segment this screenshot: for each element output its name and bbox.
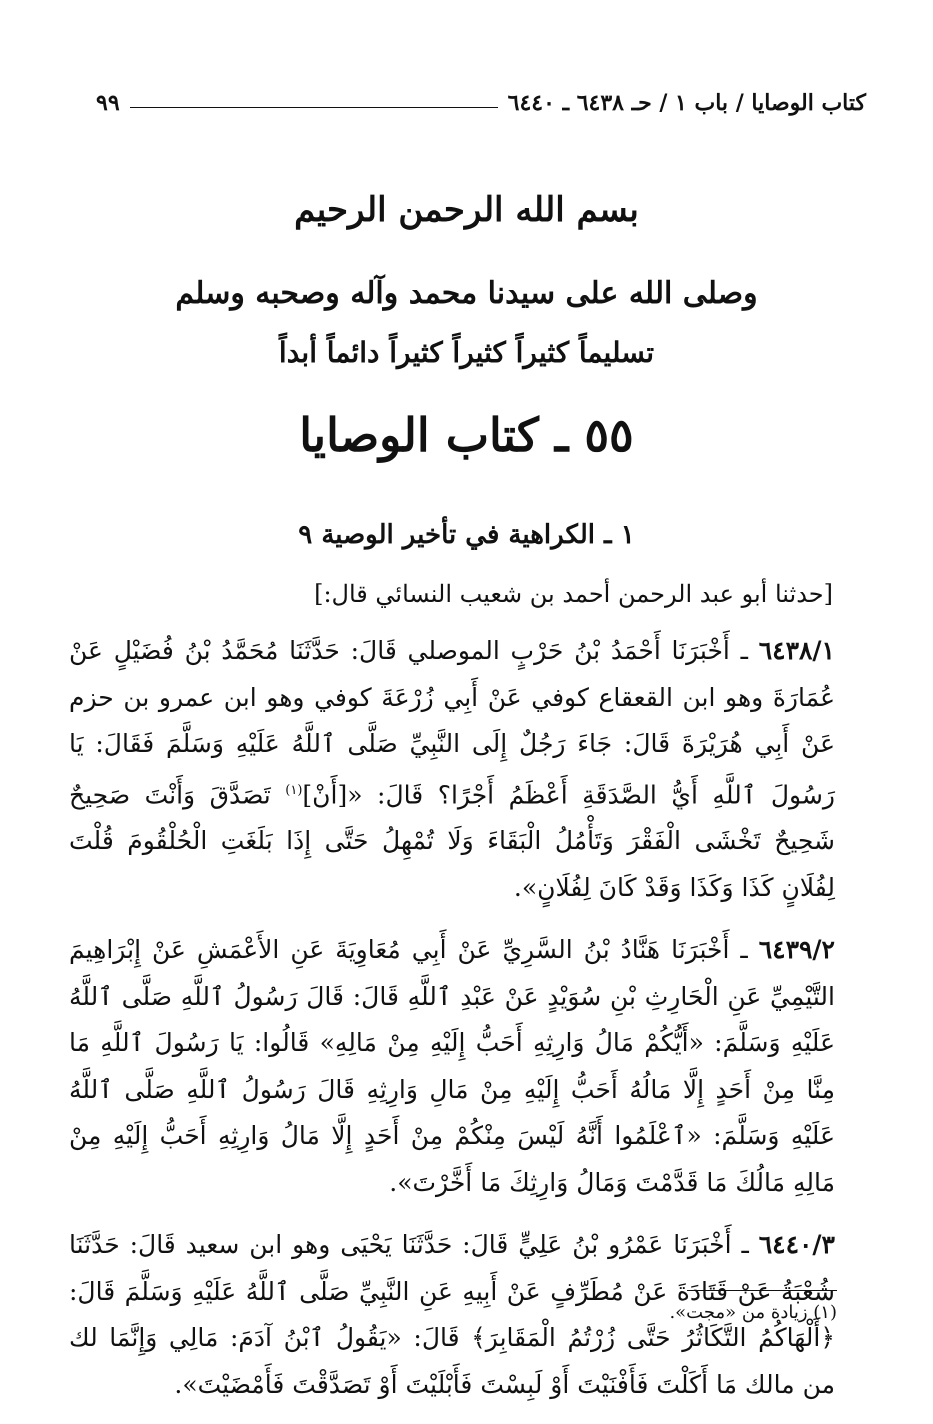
- hadith-number: ٦٤٣٨/١: [758, 636, 835, 665]
- basmala: بسم الله الرحمن الرحيم: [294, 190, 639, 230]
- chapter-title: ١ ـ الكراهية في تأخير الوصية ٩: [298, 520, 635, 550]
- page-number: ٩٩: [96, 90, 120, 116]
- hadith-text-continued: تَصَدَّقَ وَأَنْتَ صَحِيحٌ شَحِيحٌ تَخْشَى الْفَقْرَ وَتَأْمُلُ الْبَقَاءَ وَلَا تُمْهِلُ حَتَّى إِذَا بَلَغَتِ الْحُلْقُومَ قُلْتَ لِفُلَانٍ كَذَا وَكَذَا وَقَدْ كَانَ لِفُلَانٍ».: [69, 779, 835, 902]
- salutation-line-2: تسليماً كثيراً كثيراً كثيراً دائماً أبداً: [278, 336, 655, 369]
- salutation-line-1: وصلى الله على سيدنا محمد وآله وصحبه وسلم: [175, 276, 758, 311]
- running-title: كتاب الوصايا / باب ١ / حـ ٦٤٣٨ ـ ٦٤٤٠: [507, 90, 866, 116]
- book-title: ٥٥ ـ كتاب الوصايا: [299, 408, 634, 462]
- hadith-text: ـ أَخْبَرَنَا أَحْمَدُ بْنُ حَرْبٍ الموصلي قَالَ: حَدَّثَنَا مُحَمَّدُ بْنُ فُضَيْلٍ عَنْ عُمَارَةَ وهو ابن القعقاع كوفي عَنْ أَبِي زُرْعَةَ كوفي وهو ابن عمرو بن حزم عَنْ أَبِي هُرَيْرَةَ قَالَ: جَاءَ رَجُلٌ إِلَى النَّبِيِّ صَلَّى ٱللَّهُ عَلَيْهِ وَسَلَّمَ فَقَالَ: يَا رَسُولَ ٱللَّهِ أَيُّ الصَّدَقَةِ أَعْظَمُ أَجْرًا؟ قَالَ: «[أَنْ]: [69, 636, 835, 809]
- footnote-ref: (١): [285, 782, 303, 798]
- hadith-6438: [69, 628, 835, 911]
- running-header: [96, 86, 866, 120]
- hadith-number: ٦٤٣٩/٢: [758, 935, 835, 965]
- footnote-rule: [687, 1290, 837, 1291]
- hadith-number: ٦٤٤٠/٣: [758, 1230, 835, 1260]
- hadith-text: ـ أَخْبَرَنَا عَمْرُو بْنُ عَلِيٍّ قَالَ: حَدَّثَنَا يَحْيَى وهو ابن سعيد قَالَ: حَدَّثَنَا شُعْبَةُ عَنْ قَتَادَةَ عَنْ مُطَرِّفٍ عَنْ أَبِيهِ عَنِ النَّبِيِّ صَلَّى ٱللَّهُ عَلَيْهِ وَسَلَّمَ قَالَ: ﴿أَلْهَاكُمُ التَّكَاثُرُ حَتَّى زُرْتُمُ الْمَقَابِرَ﴾ قَالَ: «يَقُولُ ٱبْنُ آدَمَ: مَالِي وَإِنَّمَا لك من مالك مَا أَكَلْتَ فَأَفْنَيْتَ أَوْ لَبِسْتَ فَأَبْلَيْتَ أَوْ تَصَدَّقْتَ فَأَمْضَيْتَ».: [69, 1230, 835, 1399]
- isnad-intro: [حدثنا أبو عبد الرحمن أحمد بن شعيب النسائي قال:]: [314, 580, 833, 608]
- hadith-6439: [69, 927, 835, 1206]
- hadith-text: ـ أَخْبَرَنَا هَنَّادُ بْنُ السَّرِيِّ عَنْ أَبِي مُعَاوِيَةَ عَنِ الأَعْمَشِ عَنْ إِبْرَاهِيمَ التَّيْمِيِّ عَنِ الْحَارِثِ بْنِ سُوَيْدٍ عَنْ عَبْدِ ٱللَّهِ قَالَ: قَالَ رَسُولُ ٱللَّهِ صَلَّى ٱللَّهُ عَلَيْهِ وَسَلَّمَ: «أَيُّكُمْ مَالُ وَارِثِهِ أَحَبُّ إِلَيْهِ مِنْ مَالِهِ» قَالُوا: يَا رَسُولَ ٱللَّهِ مَا مِنَّا مِنْ أَحَدٍ إِلَّا مَالُهُ أَحَبُّ إِلَيْهِ مِنْ مَالِ وَارِثِهِ قَالَ رَسُولُ ٱللَّهِ صَلَّى ٱللَّهُ عَلَيْهِ وَسَلَّمَ: «ٱعْلَمُوا أَنَّهُ لَيْسَ مِنْكُمْ مِنْ أَحَدٍ إِلَّا مَالُ وَارِثِهِ أَحَبُّ إِلَيْهِ مِنْ مَالِهِ مَالُكَ مَا قَدَّمْتَ وَمَالُ وَارِثِكَ مَا أَخَّرْتَ».: [69, 935, 835, 1197]
- header-rule: [130, 107, 498, 108]
- footnote: (١) زيادة من «مجت».: [669, 1302, 837, 1323]
